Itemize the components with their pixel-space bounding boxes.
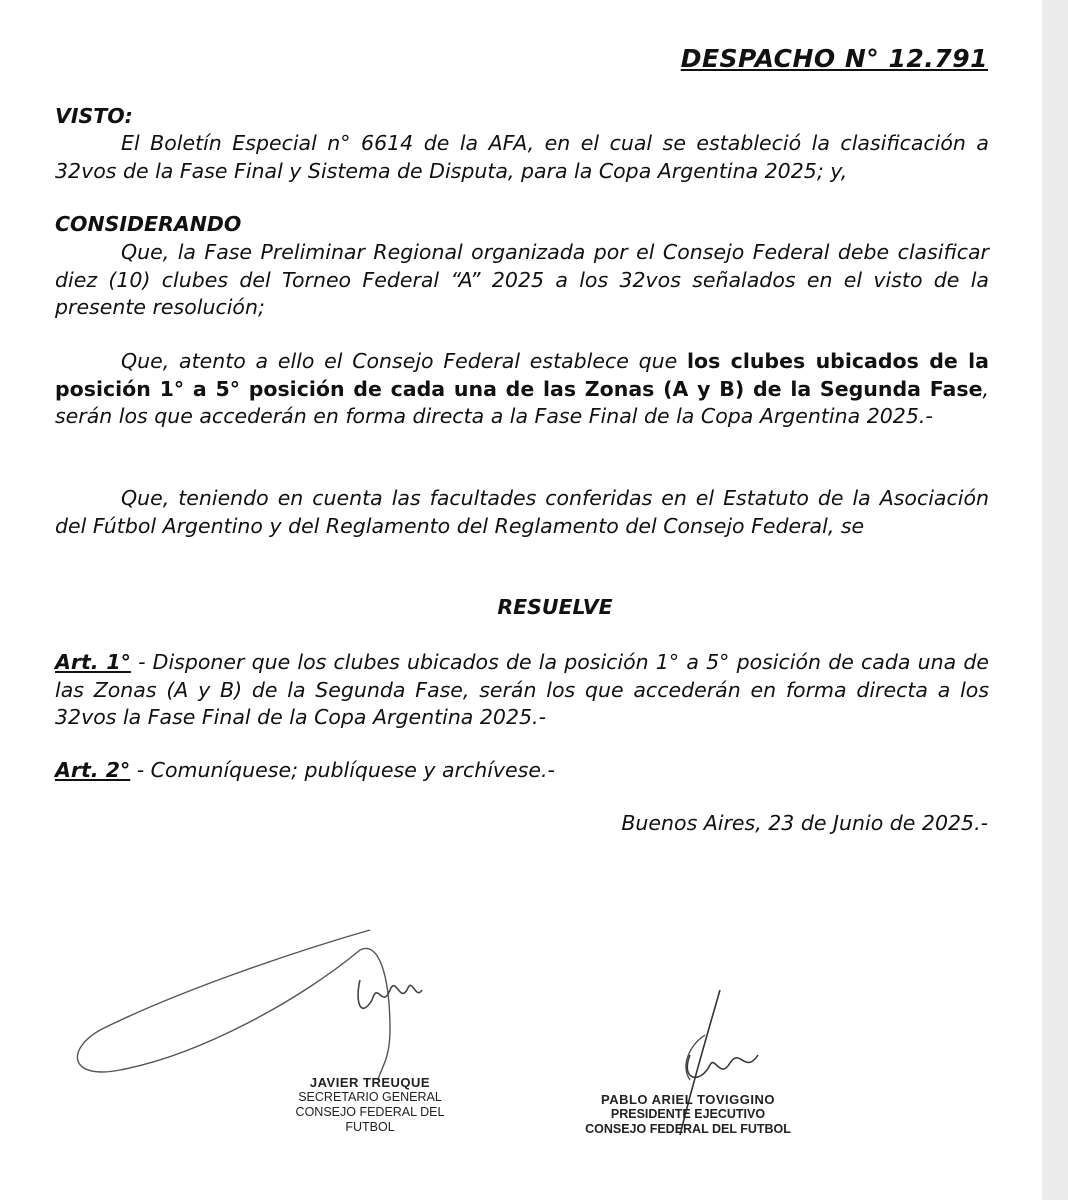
article-2-label: Art. 2° <box>55 758 131 782</box>
p2-bold: los clubes ubicados de la posición 1° a 5° posición de cada una de las Zonas (A y B) de la Segunda Fase <box>55 349 989 401</box>
article-1-label: Art. 1° <box>55 650 131 674</box>
document-date: Buenos Aires, 23 de Junio de 2025.- <box>621 811 988 835</box>
signature-1-org: CONSEJO FEDERAL DEL FUTBOL <box>295 1105 445 1134</box>
considerando-paragraph-1: Que, la Fase Preliminar Regional organizada por el Consejo Federal debe clasificar diez (10) clubes del Torneo Federal “A” 2025 a los 32vos señalados en el visto de la presente resolución; <box>55 240 989 319</box>
considerando-heading: CONSIDERANDO <box>55 212 242 236</box>
considerando-paragraph-2 <box>55 348 989 431</box>
article-1 <box>55 649 989 732</box>
article-2-text: - Comuníquese; publíquese y archívese.- <box>130 758 555 782</box>
signature-1-block <box>270 1075 470 1135</box>
article-1-text: - Disponer que los clubes ubicados de la posición 1° a 5° posición de cada una de las Zonas (A y B) de la Segunda Fase, serán los que accederán en forma directa a los 32vos la Fase Final de la Copa Argentina 2025.- <box>55 650 989 729</box>
signature-2-org: CONSEJO FEDERAL DEL FUTBOL <box>585 1122 791 1136</box>
p2-intro: Que, atento a ello el Consejo Federal establece que <box>121 349 687 373</box>
considerando-paragraph-3: Que, teniendo en cuenta las facultades conferidas en el Estatuto de la Asociación del Fútbol Argentino y del Reglamento del Reglamento del Consejo Federal, se <box>55 486 989 538</box>
p2-rest: , serán los que accederán en forma directa a la Fase Final de la Copa Argentina 2025.- <box>55 376 989 428</box>
article-2 <box>55 757 989 785</box>
signature-1-name: JAVIER TREUQUE <box>309 1075 431 1090</box>
visto-text: El Boletín Especial n° 6614 de la AFA, en el cual se estableció la clasificación a 32vos de la Fase Final y Sistema de Disputa, para la Copa Argentina 2025; y, <box>55 131 989 183</box>
signature-2-block <box>578 1092 798 1137</box>
signature-1-role: SECRETARIO GENERAL <box>298 1090 442 1104</box>
signature-2-name: PABLO ARIEL TOVIGGINO <box>601 1092 775 1107</box>
document-title: DESPACHO N° 12.791 <box>680 44 988 73</box>
visto-heading: VISTO: <box>55 104 133 128</box>
side-margin-strip <box>1042 0 1068 1200</box>
resuelve-heading: RESUELVE <box>497 595 613 619</box>
signature-1-drawing <box>60 920 480 1090</box>
signature-2-role: PRESIDENTE EJECUTIVO <box>610 1107 766 1121</box>
